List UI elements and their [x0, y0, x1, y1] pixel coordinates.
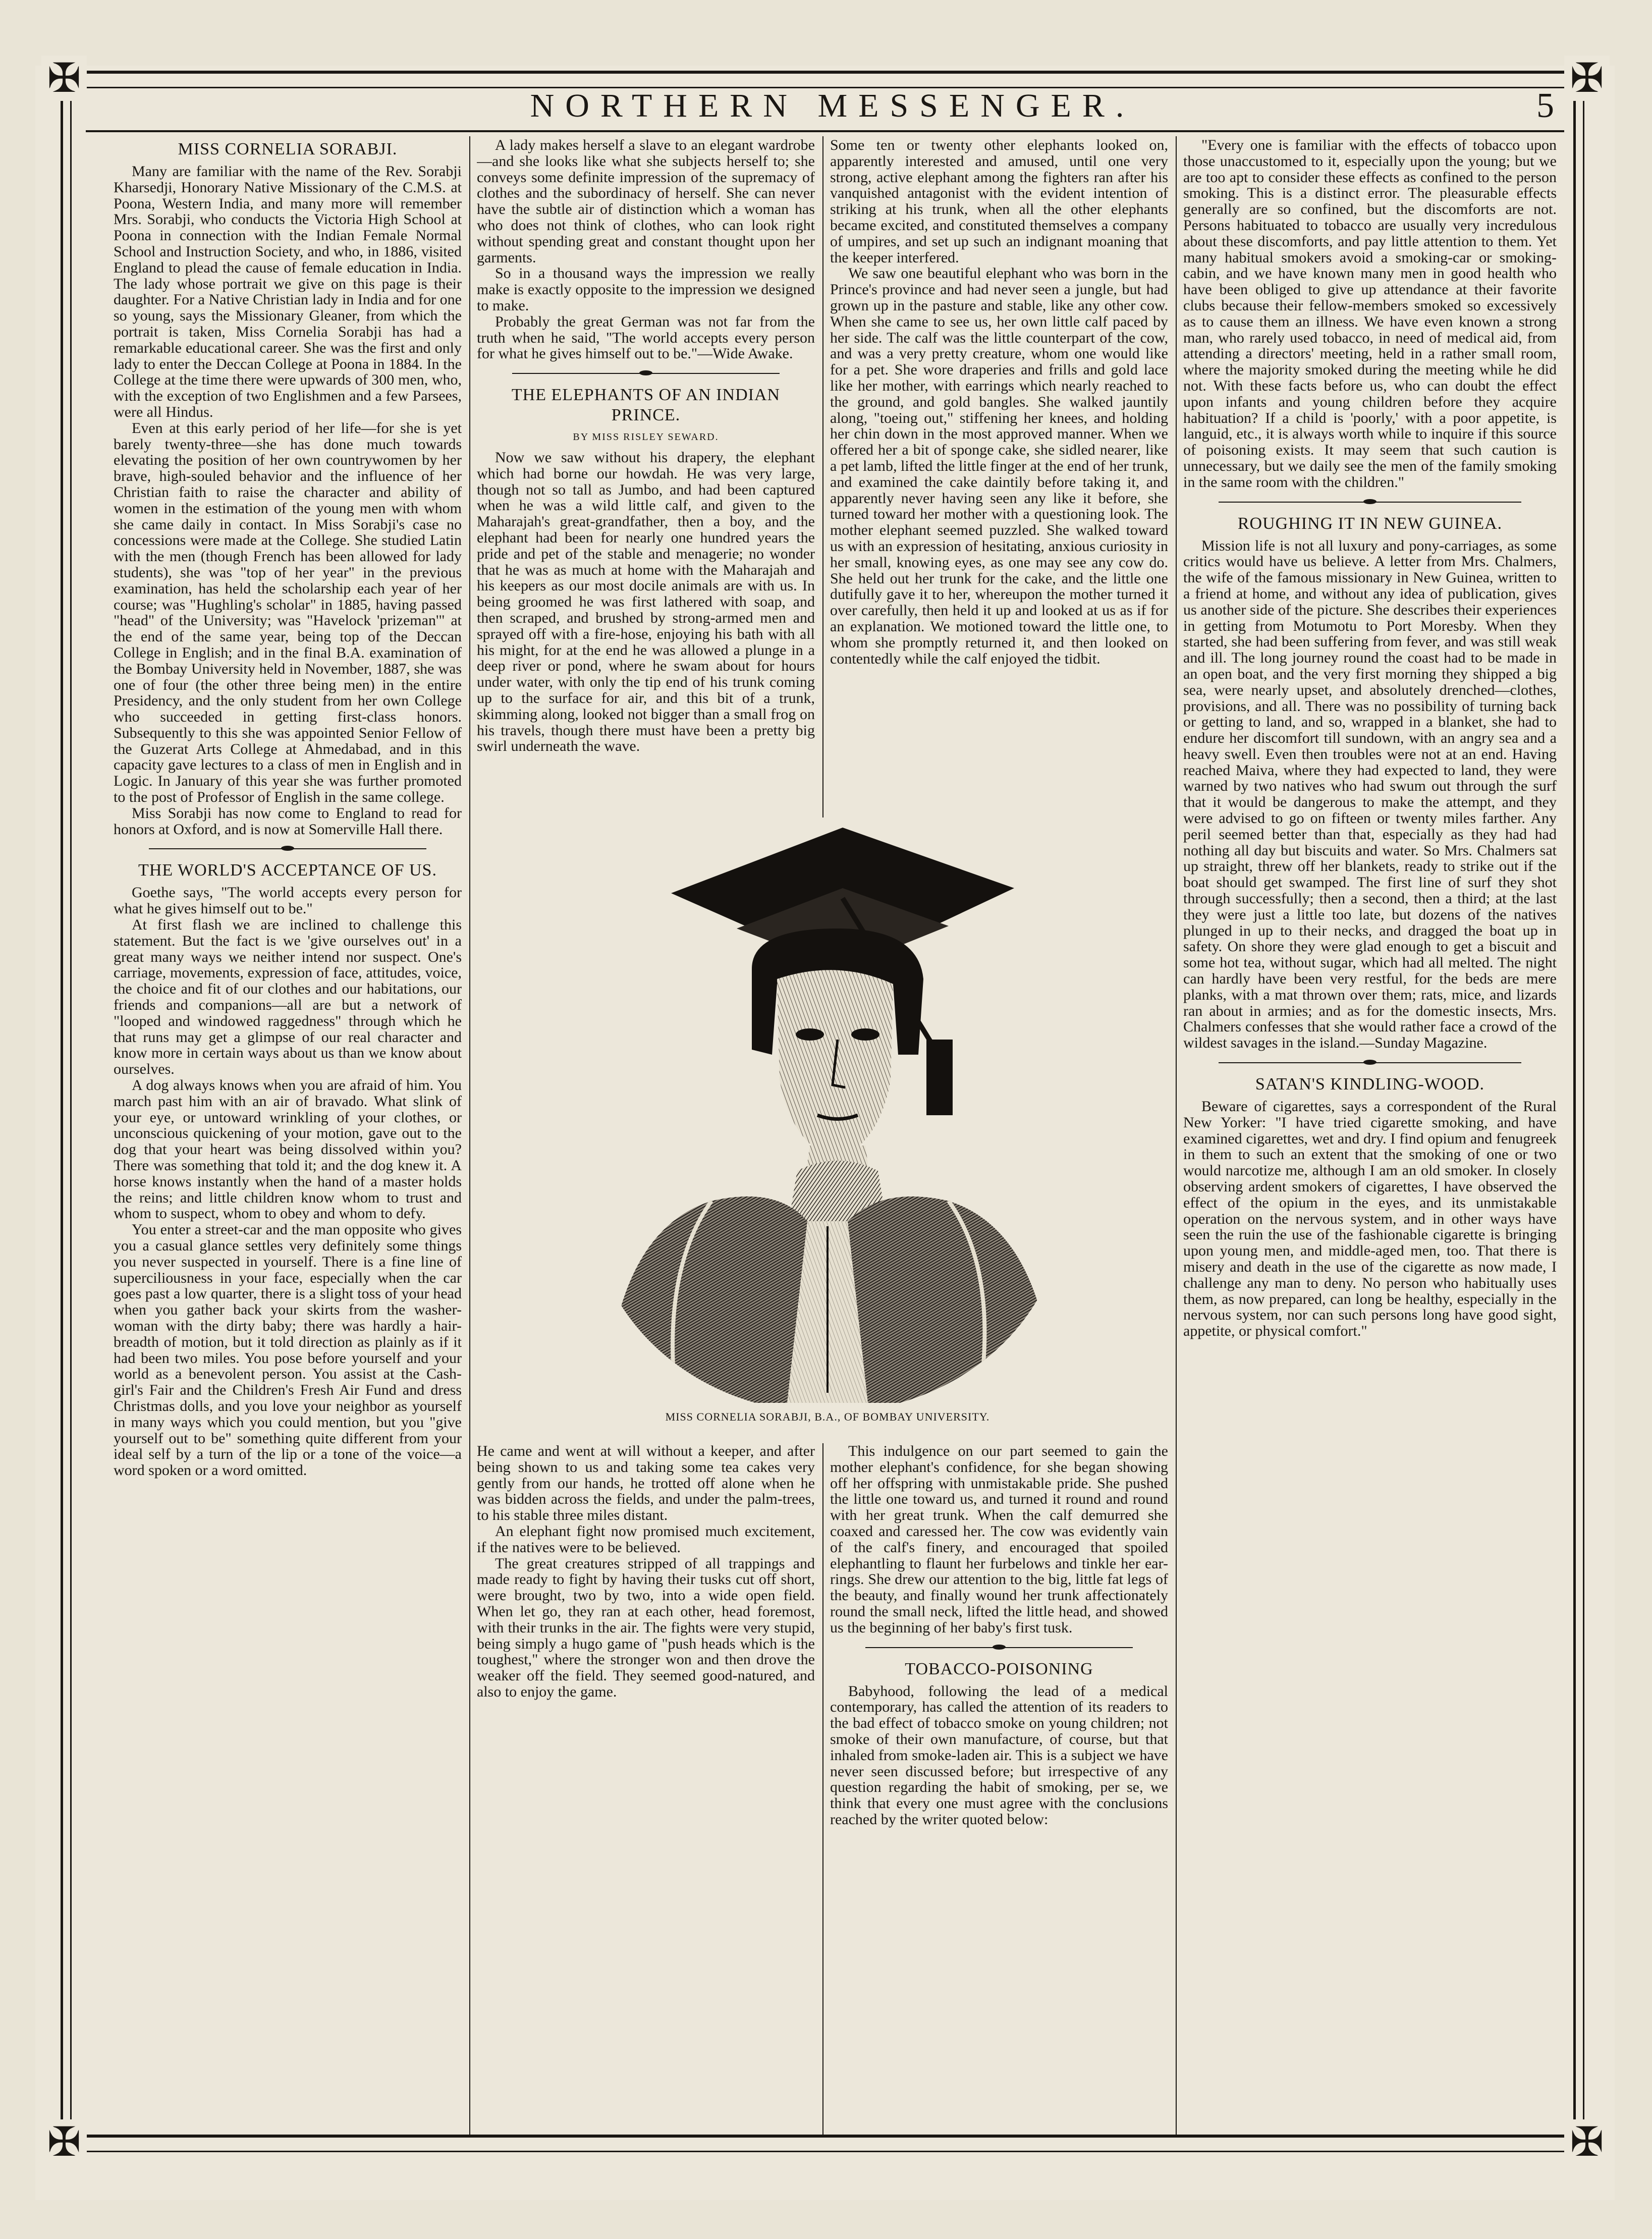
- column-4: [1183, 137, 1557, 2131]
- article-title-satans-kindling-wood: SATAN'S KINDLING-WOOD.: [1255, 1075, 1485, 1094]
- corner-ornament-icon: ✠: [41, 56, 87, 101]
- article-paragraph: You enter a street-car and the man opposite who gives you a casual glance settles very definitely some things you never suspected in yourself. There is a fine line of superciliousness in your face, especially when the car goes past a low quarter, there is a slight toss of your head when you gather back your skirts from the washer-woman with the dirty baby; there was hardly a hair-breadth of motion, but it told direction as plainly as if it had been two miles. You pose before yourself and your world as a benevolent person. You assist at the Cash-girl's Fair and the Children's Fresh Air Fund and dress Christmas dolls, and you love your neighbor as yourself in many ways which you could mention, but you "give yourself out to be" something quite different from your ideal self by a turn of the lip or a tone of the voice—a word spoken or a word omitted.: [114, 1221, 462, 1479]
- article-paragraph: Babyhood, following the lead of a medical contemporary, has called the attention of its readers to the bad effect of tobacco smoke on young children; not smoke of their own manufacture, of course, but that inhaled from smoke-laden air. This is a subject we have never seen discussed before; but irrespective of any question regarding the habit of smoking, per se, we think that every one must agree with the conclusions reached by the writer quoted below:: [830, 1682, 1168, 1828]
- border-bottom: [61, 2135, 1584, 2152]
- article-paragraph: Miss Sorabji has now come to England to read for honors at Oxford, and is now at Somerville Hall there.: [114, 804, 462, 838]
- article-paragraph: Many are familiar with the name of the Rev. Sorabji Kharsedji, Honorary Native Missionary of the C.M.S. at Poona, Western India, and many more will remember Mrs. Sorabji, who conducts the Victoria High School at Poona in connection with the Indian Female Normal School and Instruction Society, and who, in 1886, visited England to plead the cause of female education in India. The lady whose portrait we give on this page is their daughter. For a Native Christian lady in India and for one so young, says the Missionary Gleaner, from which the portrait is taken, Miss Cornelia Sorabji has had a remarkable educational career. She was the first and only lady to enter the Deccan College at Poona in 1884. In the College at the time there were upwards of 300 men, who, with the exception of two Englishmen and a few Parsees, were all Hindus.: [114, 163, 462, 420]
- section-divider: [512, 369, 780, 378]
- column-3-lower: [830, 1443, 1168, 2129]
- article-paragraph: A dog always knows when you are afraid of him. You march past him with an air of bravado. What slink of your eye, or untoward wrinkling of your clothes, or unconscious quickening of your motion, gave out to the dog that your heart was being dissolved within you? There was something that told it; and the dog knew it. A horse knows instantly when the hand of a master holds the reins; and little children know whom to trust and whom to suspect, whom to obey and whom to defy.: [114, 1077, 462, 1222]
- article-paragraph: The great creatures stripped of all trappings and made ready to fight by having their tusks cut off short, were brought, two by two, into a wide open field. When let go, they ran at each other, head foremost, with their trunks in the air. The fights were very stupid, being simply a hugo game of "push heads which is the toughest," where the stronger won and then drove the weaker off the field. They seemed good-natured, and also to enjoy the game.: [477, 1555, 815, 1700]
- portrait-engraving: [585, 817, 1070, 1403]
- corner-ornament-icon: ✠: [1564, 56, 1610, 101]
- column-2-upper: [477, 137, 815, 813]
- section-divider: [149, 844, 426, 853]
- section-divider: [1219, 1058, 1521, 1067]
- article-paragraph: He came and went at will without a keeper, and after being shown to us and taking some tea cakes very gently from our hands, he trotted off alone when he was bidden across the fields, and under the palm-trees, to his stable three miles distant.: [477, 1443, 815, 1524]
- article-paragraph: An elephant fight now promised much excitement, if the natives were to be believed.: [477, 1522, 815, 1556]
- column-rule: [1176, 136, 1177, 2135]
- article-paragraph: So in a thousand ways the impression we really make is exactly opposite to the impression we designed to make.: [477, 265, 815, 314]
- article-paragraph: Probably the great German was not far from the truth when he said, "The world accepts every person for what he gives himself out to be."—Wide Awake.: [477, 313, 815, 362]
- article-title-worlds-acceptance: THE WORLD'S ACCEPTANCE OF US.: [138, 861, 437, 880]
- masthead-rule: [86, 130, 1564, 132]
- article-title-tobacco: TOBACCO-POISONING: [905, 1659, 1093, 1678]
- article-byline: BY MISS RISLEY SEWARD.: [573, 431, 719, 443]
- article-paragraph: At first flash we are inclined to challenge this statement. But the fact is we 'give ourselves out' in a great many ways we neither intend nor suspect. One's carriage, movements, expression of face, attitudes, voice, the choice and fit of our clothes and our habitations, our friends and companions—all are but a network of "looped and windowed raggedness" through which he that runs may get a glimpse of our real character and know more in certain ways about us than we know about ourselves.: [114, 916, 462, 1078]
- article-title-new-guinea: ROUGHING IT IN NEW GUINEA.: [1237, 514, 1503, 533]
- page-number: 5: [1536, 86, 1554, 125]
- article-paragraph: Beware of cigarettes, says a correspondent of the Rural New Yorker: "I have tried cigarette smoking, and have examined cigarettes, wet and dry. I find opium and fenugreek in them to such an extent that the smoking of one or two would narcotize me, although I am an old smoker. In closely observing ardent smokers of cigarettes, I have observed the effect of the opium in the eyes, and its unmistakable operation on the nervous system, and in other ways have seen the ruin the use of the fashionable cigarette is bringing upon young men, and middle-aged men, too. That there is misery and death in the use of the cigarette as now made, I challenge any man to deny. No person who habitually uses them, as now prepared, can long be healthy, especially in the nervous system, nor can such persons long have good sight, appetite, or physical comfort.": [1183, 1098, 1557, 1340]
- article-title-sorabji: MISS CORNELIA SORABJI.: [178, 140, 398, 158]
- article-paragraph: Even at this early period of her life—for she is yet barely twenty-three—she has done much towards elevating the position of her own countrywomen by her brave, high-souled behavior and the influence of her Christian faith to raise the character and ability of women in the estimation of the young men with whom she came daily in contact. In Miss Sorabji's case no concessions were made at the College. She studied Latin with the men (though French has been allowed for lady students), she was "top of her year" in the previous examination, has held the scholarship each year of her course; was "Hughling's scholar" in 1885, having passed "head" of the University; was "Havelock 'prizeman'" at the end of the same year, being top of the Deccan College in English; and in the final B.A. examination of the Bombay University held in November, 1887, she was one of four (the other three being men) in the entire Presidency, and the only student from her own College who succeeded in getting first-class honors. Subsequently to this she was appointed Senior Fellow of the Guzerat Arts College at Ahmedabad, and in this capacity gave lectures to a class of men in English and in Logic. In January of this year she was further promoted to the post of Professor of English in the same college.: [114, 419, 462, 806]
- border-left: [61, 84, 72, 2135]
- article-paragraph: Mission life is not all luxury and pony-carriages, as some critics would have us believe. A letter from Mrs. Chalmers, the wife of the famous missionary in New Guinea, written to a friend at home, and without any idea of publication, gives us another side of the picture. She describes their experiences in getting from Motumotu to Port Moresby. When they started, she had been suffering from fever, and was still weak and ill. The long journey round the coast had to be made in an open boat, and the very first morning they shipped a big sea, were nearly upset, and absolutely drenched—clothes, provisions, and all. There was no possibility of turning back or getting to land, and so, wrapped in a blanket, she had to endure her discomfort till sundown, with an angry sea and a heavy swell. Even then troubles were not at an end. Having reached Maiva, where they had expected to land, they were warned by two natives who had swum out through the surf that it would be dangerous to make the attempt, and they were advised to go on fifteen or twenty miles farther. Any peril seemed better than that, especially as they had had nothing all day but biscuits and water. So Mrs. Chalmers sat up straight, threw off her blankets, ready to strike out if the boat should get swamped. The first line of surf they shot through successfully; then a second, then a third; at the last they were just a little too late, but dozens of the natives plunged in up to their necks, and dragged the boat up in safety. On shore they were glad enough to get a biscuit and some hot tea, without sugar, which had all melted. The night can hardly have been very restful, for the beds are mere planks, with a mat thrown over them; rats, mice, and lizards ran about in armies; and as for the domestic insects, Mrs. Chalmers confesses that she would rather face a crowd of the wildest savages in the island.—Sunday Magazine.: [1183, 537, 1557, 1052]
- column-rule: [822, 136, 823, 817]
- column-3-upper: [830, 137, 1168, 813]
- column-1: [114, 137, 462, 2131]
- article-paragraph: This indulgence on our part seemed to gain the mother elephant's confidence, for she began showing off her offspring with unmistakable pride. She pushed the little one toward us, and turned it round and round with her great trunk. When the calf demurred she coaxed and caressed her. The cow was evidently vain of the calf's finery, and encouraged that spoiled elephantling to flaunt her furbelows and tinkle her ear-rings. She drew our attention to the big, little fat legs of the beauty, and finally wound her trunk affectionately round the small neck, lifted the little head, and showed us the beginning of her baby's first tusk.: [830, 1443, 1168, 1636]
- corner-ornament-icon: ✠: [41, 2119, 87, 2165]
- column-2-lower: [477, 1443, 815, 2129]
- masthead-title: NORTHERN MESSENGER.: [530, 87, 1135, 124]
- portrait-caption: MISS CORNELIA SORABJI, B.A., OF BOMBAY UNIVERSITY.: [665, 1410, 990, 1423]
- article-paragraph: We saw one beautiful elephant who was born in the Prince's province and had never seen a jungle, but had grown up in the pasture and stable, like any other cow. When she came to see us, her own little calf paced by her side. The calf was the little counterpart of the cow, and was a very pretty creature, whom one would like for a pet. She wore draperies and frills and gold lace like her mother, with earrings which nearly reached to the ground, and gold bangles. She walked jauntily along, "toeing out," stiffening her knees, and holding her chin down in the most approved manner. When we offered her a bit of sponge cake, she sidled nearer, like a pet lamb, lifted the little finger at the end of her trunk, and examined the cake daintily before taking it, and apparently never having seen any like it before, she turned toward her mother with a questioning look. The mother elephant seemed puzzled. She walked toward us with an expression of hesitating, anxious curiosity in her small, knowing eyes, as one may see any cow do. She held out her trunk for the cake, and the little one dutifully gave it to her, whereupon the mother turned it over carefully, then held it up and looked at us as if for an explanation. We motioned toward the little one, to whom she promptly returned it, and then looked on contentedly while the calf enjoyed the tidbit.: [830, 265, 1168, 667]
- column-rule: [469, 136, 470, 2135]
- article-paragraph: Some ten or twenty other elephants looked on, apparently interested and amused, until one very strong, active elephant among the fighters ran after his vanquished antagonist with the evident intention of striking at his trunk, when all the other elephants became excited, and constituted themselves a company of umpires, and set up such an indignant moaning that the keeper interfered.: [830, 137, 1168, 266]
- article-paragraph: Now we saw without his drapery, the elephant which had borne our howdah. He was very large, though not so tall as Jumbo, and had been captured when he was a wild little calf, and given to the Maharajah's great-grandfather, then a boy, and the elephant had been for nearly one hundred years the pride and pet of the stable and menagerie; no wonder that he was as much at home with the Maharajah and his keepers as our most docile animals are with us. In being groomed he was first lathered with soap, and then scraped, and brushed by strong-armed men and sprayed off with a fire-hose, enjoying his bath with all his might, for at the end he was allowed a plunge in a deep river or pond, where he swam about for hours under water, with only the tip end of his trunk coming up to the surface for air, and this bit of a trunk, skimming along, looked not bigger than a small frog on his travels, though there must have been a pretty big swirl underneath the wave.: [477, 449, 815, 755]
- column-rule: [822, 1443, 823, 2135]
- portrait-image: [585, 817, 1070, 1403]
- article-paragraph: "Every one is familiar with the effects of tobacco upon those unaccustomed to it, especially upon the young; but we are too apt to consider these effects as confined to the person smoking. This is a distinct error. The pleasurable effects generally are so confined, but the discomforts are not. Persons habituated to tobacco are usually very incredulous about these discomforts, and pay little attention to them. Yet many habitual smokers avoid a smoking-car or smoking-cabin, and we have known many men in good health who have been obliged to give up attendance at their favorite clubs because their fellow-members smoked so excessively as to cause them an illness. We have even known a strong man, who rarely used tobacco, in need of medical aid, from attending a directors' meeting, held in a rather small room, where the majority smoked during the meeting while he did not. With these facts before us, who can doubt the effect upon infants and young children before they acquire habituation? If a child is 'poorly,' with a poor appetite, is languid, etc., it is always worth while to inquire if this source of poisoning exists. It may seem that such caution is unnecessary, but we daily see the men of the family smoking in the same room with the children.": [1183, 137, 1557, 490]
- article-paragraph: Goethe says, "The world accepts every person for what he gives himself out to be.": [114, 884, 462, 917]
- article-title-elephants: THE ELEPHANTS OF AN INDIAN PRINCE.: [511, 386, 781, 425]
- section-divider: [865, 1643, 1133, 1652]
- corner-ornament-icon: ✠: [1564, 2119, 1610, 2165]
- border-right: [1573, 84, 1584, 2135]
- section-divider: [1219, 498, 1521, 507]
- article-paragraph: A lady makes herself a slave to an elegant wardrobe—and she looks like what she subjects herself to; she conveys some definite impression of the supremacy of clothes and the subordinacy of herself. She can never have the subtle air of distinction which a woman has who does not think of clothes, who can look right without spending great and constant thought upon her garments.: [477, 137, 815, 266]
